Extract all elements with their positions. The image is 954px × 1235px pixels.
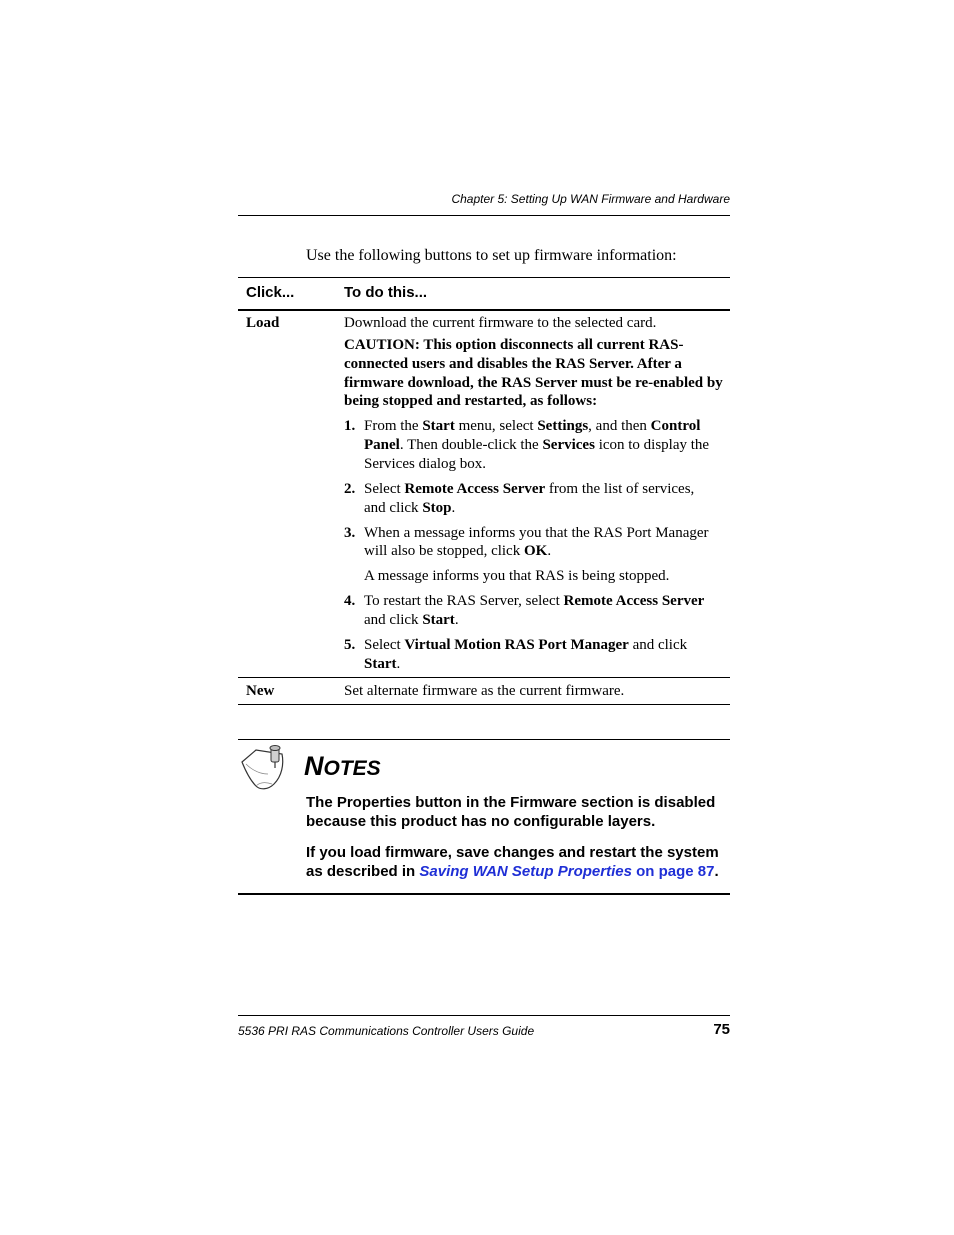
intro-text: Use the following buttons to set up firmware information: xyxy=(306,247,677,264)
footer-title: 5536 PRI RAS Communications Controller Users Guide xyxy=(238,1024,535,1038)
step-number: 2. xyxy=(344,481,356,497)
step-text-run: . xyxy=(454,612,459,628)
saving-wan-setup-link[interactable]: Saving WAN Setup Properties xyxy=(419,863,632,880)
step-text-run: . Then double-click the xyxy=(399,437,543,453)
step-number: 1. xyxy=(344,418,356,434)
ui-term-panel: Panel xyxy=(364,437,400,453)
step-text-run: . xyxy=(396,656,401,672)
step-number: 5. xyxy=(344,637,356,653)
step-text xyxy=(364,592,730,611)
step-text xyxy=(364,636,730,655)
step-text xyxy=(364,655,730,674)
header-rule xyxy=(238,215,730,216)
ui-term-port-manager: Virtual Motion RAS Port Manager xyxy=(404,637,629,653)
step-text: Services dialog box. xyxy=(364,456,487,472)
step-text-run: Select xyxy=(364,481,405,497)
ui-term-control: Control xyxy=(650,418,701,434)
step-text-run: From the xyxy=(364,418,423,434)
step-number: 4. xyxy=(344,593,356,609)
step-text-run: Select xyxy=(364,637,405,653)
table-top-rule xyxy=(238,277,730,278)
step-text xyxy=(364,611,730,630)
column-header-action: To do this... xyxy=(344,284,428,301)
notes-title xyxy=(304,753,381,780)
step-text xyxy=(364,499,730,518)
step-sub-text: A message informs you that RAS is being stopped. xyxy=(364,568,670,584)
note-save-changes xyxy=(306,843,734,881)
step-text-run: To restart the RAS Server, select xyxy=(364,593,564,609)
note-text-run: If you load firmware, save changes and restart the system as described in xyxy=(306,844,719,880)
step-text-run: and click xyxy=(628,637,688,653)
step-text-run: . xyxy=(547,543,552,559)
step-text-run: , and then xyxy=(588,418,651,434)
step-text-run: icon to display the xyxy=(594,437,710,453)
row-term-load: Load xyxy=(246,315,280,331)
ui-term-start: Start xyxy=(422,612,455,628)
notes-bottom-rule xyxy=(238,893,730,895)
step-text-run: will also be stopped, click xyxy=(364,543,524,559)
ui-term-settings: Settings xyxy=(537,418,589,434)
row-term-new: New xyxy=(246,683,275,699)
step-text-run: . xyxy=(451,500,456,516)
table-bottom-rule xyxy=(238,704,730,705)
ui-term-services: Services xyxy=(542,437,595,453)
page-number: 75 xyxy=(713,1021,730,1038)
step-text xyxy=(364,480,730,499)
step-text-run: and click xyxy=(364,500,423,516)
notes-title-initial: N xyxy=(304,751,324,781)
step-text: When a message informs you that the RAS Port Manager xyxy=(364,525,709,541)
ui-term-ok: OK xyxy=(523,543,548,559)
note-text-run: . xyxy=(714,863,719,880)
step-number: 3. xyxy=(344,525,356,541)
notes-top-rule xyxy=(238,739,730,740)
caution-text: CAUTION: This option disconnects all current RAS-connected users and disables the RAS Server. After a firmware download, the RAS Server must be re-enabled by being stopped and restarted, as follows: xyxy=(344,337,723,410)
row-description-load: Download the current firmware to the selected card. xyxy=(344,315,657,331)
running-header: Chapter 5: Setting Up WAN Firmware and Hardware xyxy=(451,192,730,206)
page-ref-link[interactable]: on page 87 xyxy=(631,863,715,880)
footer-rule xyxy=(238,1015,730,1016)
ui-term-remote-access-server: Remote Access Server xyxy=(404,481,546,497)
note-paper-pin-icon xyxy=(238,744,292,792)
step-text xyxy=(364,417,730,436)
table-header-rule xyxy=(238,309,730,311)
ui-term-start: Start xyxy=(364,656,397,672)
notes-title-rest: OTES xyxy=(323,757,381,780)
step-text-run: from the list of services, xyxy=(545,481,695,497)
column-header-click: Click... xyxy=(246,284,295,301)
ui-term-stop: Stop xyxy=(422,500,452,516)
step-text-run: menu, select xyxy=(454,418,538,434)
step-text xyxy=(364,436,730,455)
ui-term-remote-access-server: Remote Access Server xyxy=(563,593,705,609)
row-separator xyxy=(238,677,730,678)
row-description-new: Set alternate firmware as the current firmware. xyxy=(344,683,625,699)
step-text xyxy=(364,542,730,561)
step-text-run: and click xyxy=(364,612,423,628)
ui-term-start: Start xyxy=(422,418,455,434)
note-properties: The Properties button in the Firmware section is disabled because this product has no configurable layers. xyxy=(306,794,716,830)
